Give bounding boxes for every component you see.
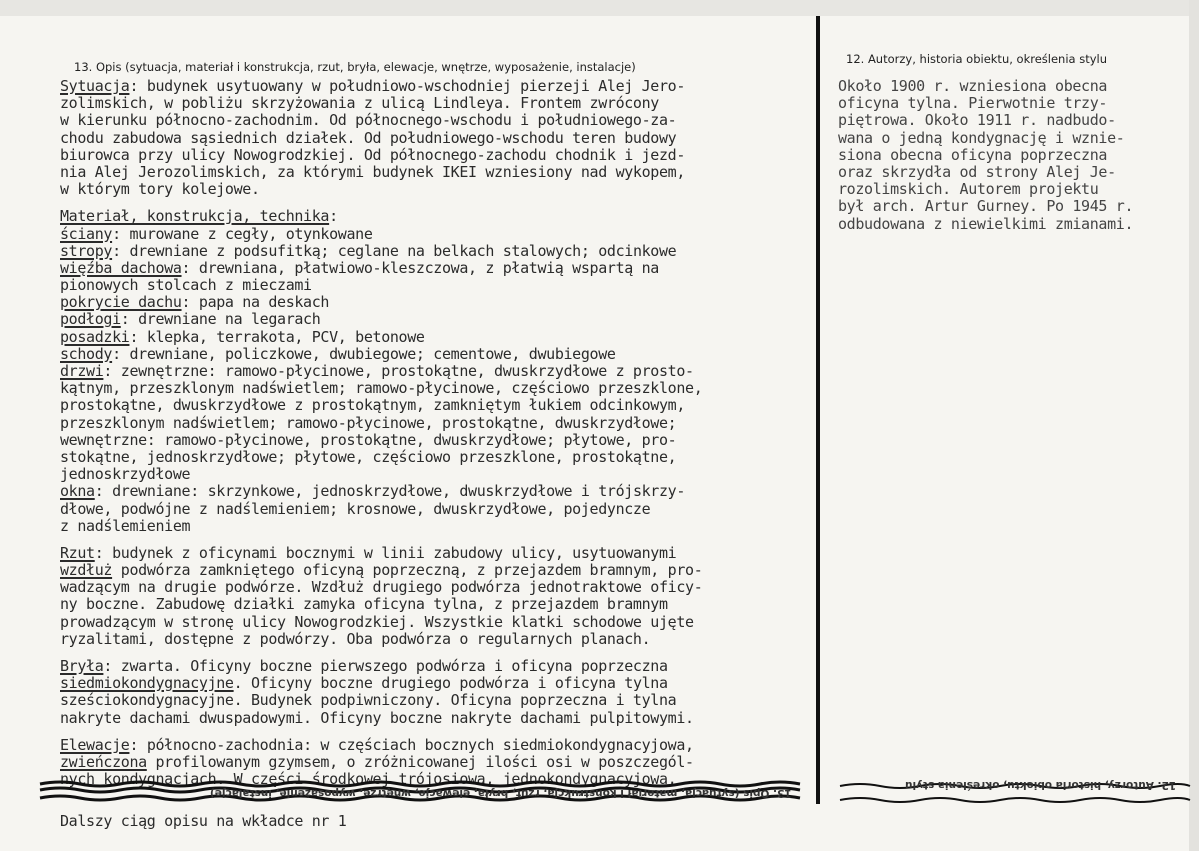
text-line: więźba dachowa: drewniana, płatwiowo-kleszczowa, z płatwią wspartą na — [60, 258, 659, 277]
text-line: Około 1900 r. wzniesiona obecna — [838, 77, 1108, 95]
text-line: oraz skrzydła od strony Alej Je- — [838, 162, 1116, 181]
text-line: w kierunku północno-zachodnim. Od północnego-wschodu i południowego-za- — [60, 111, 677, 130]
card-top-edge — [0, 0, 1199, 16]
text-line: z nadślemieniem — [60, 516, 191, 535]
mirrored-section-13-header: 13. Opis (sytuacja, materiał i konstrukcja, rzut, bryła, elewacje, wnętrze, wyposażenie, instalacje) — [210, 787, 792, 799]
text-line: prostokątne, dwuskrzydłowe z prostokątnym, zamkniętym łukiem odcinkowym, — [60, 396, 686, 415]
text-line: pionowych stolcach z mieczami — [60, 276, 312, 295]
text-line: wana o jedną kondygnację i wznie- — [838, 128, 1125, 147]
text-line: ryzalitami, dostępne z podwórzy. Oba podwórza o regularnych planach. — [60, 629, 651, 648]
text-line: nia Alej Jerozolimskich, za którymi budynek IKEI wzniesiony nad wykopem, — [60, 162, 686, 181]
text-line: Bryła: zwarta. Oficyny boczne pierwszego podwórza i oficyna poprzeczna — [60, 657, 668, 675]
text-line: przeszklonym nadświetlem; ramowo-płycinowe, prostokątne, dwuskrzydłowe; — [60, 413, 677, 432]
text-line: posadzki: klepka, terrakota, PCV, betonowe — [60, 327, 425, 346]
text-line: Elewacje: północno-zachodnia: w częściach bocznych siedmiokondygnacyjowa, — [60, 735, 694, 754]
description-column — [60, 78, 816, 788]
text-line: był arch. Artur Gurney. Po 1945 r. — [838, 197, 1134, 216]
text-line: pokrycie dachu: papa na deskach — [60, 293, 330, 312]
block-bryła — [60, 658, 816, 727]
text-line: siona obecna oficyna poprzeczna — [838, 145, 1108, 164]
text-line: zolimskich, w pobliżu skrzyżowania z ulicą Lindleya. Frontem zwrócony — [60, 94, 659, 113]
text-line: oficyna tylna. Pierwotnie trzy- — [838, 94, 1108, 113]
text-line: kątnym, przeszklonym nadświetlem; ramowo-płycinowe, częściowo przeszklone, — [60, 379, 703, 398]
text-line: drzwi: zewnętrzne: ramowo-płycinowe, prostokątne, dwuskrzydłowe z prosto- — [60, 362, 694, 380]
text-line: Rzut: budynek z oficynami bocznymi w linii zabudowy ulicy, usytuowanymi — [60, 543, 677, 562]
text-line: stropy: drewniane z podsufitką; ceglane na belkach stalowych; odcinkowe — [60, 241, 677, 260]
text-line: dłowe, podwójne z nadślemieniem; krosnowe, dwuskrzydłowe, pojedyncze — [60, 499, 651, 518]
text-line: ściany: murowane z cegły, otynkowane — [60, 224, 373, 243]
section-13-header: 13. Opis (sytuacja, materiał i konstrukcja, rzut, bryła, elewacje, wnętrze, wyposażenie, instalacje) — [74, 60, 636, 74]
text-line: ny boczne. Zabudowę działki zamyka oficyna tylna, z przejazdem bramnym — [60, 595, 668, 614]
text-line: nych kondygnacjach. W części środkowej trójosiowa, jednokondygnacyjowa, — [60, 770, 677, 789]
text-line: zwieńczona profilowanym gzymsem, o zróżnicowanej ilości osi w poszczegól- — [60, 752, 694, 771]
text-line: chodu zabudowa sąsiednich działek. Od południowego-wschodu teren budowy — [60, 128, 677, 147]
column-divider — [816, 16, 820, 804]
text-line: prowadzącym w stronę ulicy Nowogrodzkiej. Wszystkie klatki schodowe ujęte — [60, 612, 694, 631]
mirrored-section-12-header: 12. Autorzy, historia obiektu, określenia stylu — [905, 779, 1177, 791]
continuation-note: Dalszy ciąg opisu na wkładce nr 1 — [60, 812, 347, 830]
history-column — [838, 78, 1193, 233]
text-line: wzdłuż podwórza zamkniętego oficyną poprzeczną, z przejazdem bramnym, pro- — [60, 561, 703, 580]
text-line: Sytuacja: budynek usytuowany w południowo-wschodniej pierzeji Alej Jero- — [60, 77, 686, 95]
text-line: siedmiokondygnacyjne. Oficyny boczne drugiego podwórza i oficyna tylna — [60, 674, 668, 693]
block-rzut — [60, 545, 816, 648]
text-line: Materiał, konstrukcja, technika: — [60, 207, 338, 226]
section-12-header: 12. Autorzy, historia obiektu, określenia stylu — [846, 52, 1108, 66]
block-materiał — [60, 208, 816, 535]
text-line: biurowca przy ulicy Nowogrodzkiej. Od północnego-zachodu chodnik i jezd- — [60, 145, 686, 164]
block-sytuacja — [60, 78, 816, 198]
text-line: jednoskrzydłowe — [60, 465, 191, 484]
text-line: podłogi: drewniane na legarach — [60, 310, 321, 329]
text-line: wewnętrzne: ramowo-płycinowe, prostokątne, dwuskrzydłowe; płytowe, pro- — [60, 430, 677, 449]
text-line: stokątne, jednoskrzydłowe; płytowe, częściowo przeszklone, prostokątne, — [60, 447, 677, 466]
text-line: sześciokondygnacyjne. Budynek podpiwniczony. Oficyna poprzeczna i tylna — [60, 691, 677, 710]
text-line: w którym tory kolejowe. — [60, 180, 260, 199]
text-line: nakryte dachami dwuspadowymi. Oficyny boczne nakryte dachami pulpitowymi. — [60, 708, 694, 727]
text-line: rozolimskich. Autorem projektu — [838, 180, 1099, 199]
text-line: piętrowa. Około 1911 r. nadbudo- — [838, 111, 1116, 130]
text-line: odbudowana z niewielkimi zmianami. — [838, 214, 1134, 233]
text-line: schody: drewniane, policzkowe, dwubiegowe; cementowe, dwubiegowe — [60, 344, 616, 363]
text-line: okna: drewniane: skrzynkowe, jednoskrzydłowe, dwuskrzydłowe i trójskrzy- — [60, 482, 686, 501]
text-line: wadzącym na drugie podwórze. Wzdłuż drugiego podwórza jednotraktowe oficy- — [60, 578, 703, 597]
